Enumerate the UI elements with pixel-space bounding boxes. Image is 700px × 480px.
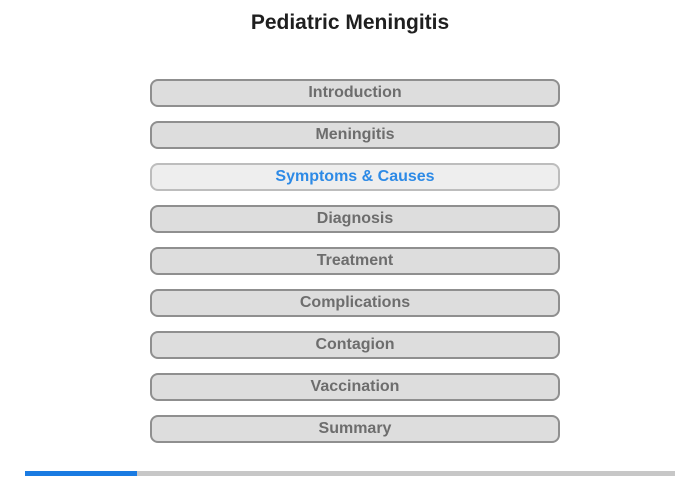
menu-item-diagnosis[interactable]: Diagnosis	[150, 205, 560, 233]
menu-item-summary[interactable]: Summary	[150, 415, 560, 443]
menu-item-contagion[interactable]: Contagion	[150, 331, 560, 359]
progress-bar	[25, 471, 675, 476]
menu-item-treatment[interactable]: Treatment	[150, 247, 560, 275]
menu-item-meningitis[interactable]: Meningitis	[150, 121, 560, 149]
menu-item-symptoms-causes[interactable]: Symptoms & Causes	[150, 163, 560, 191]
progress-bar-fill	[25, 471, 137, 476]
page-title: Pediatric Meningitis	[250, 11, 450, 34]
menu-item-vaccination[interactable]: Vaccination	[150, 373, 560, 401]
menu-item-introduction[interactable]: Introduction	[150, 79, 560, 107]
chapter-menu	[150, 79, 560, 457]
menu-item-complications[interactable]: Complications	[150, 289, 560, 317]
